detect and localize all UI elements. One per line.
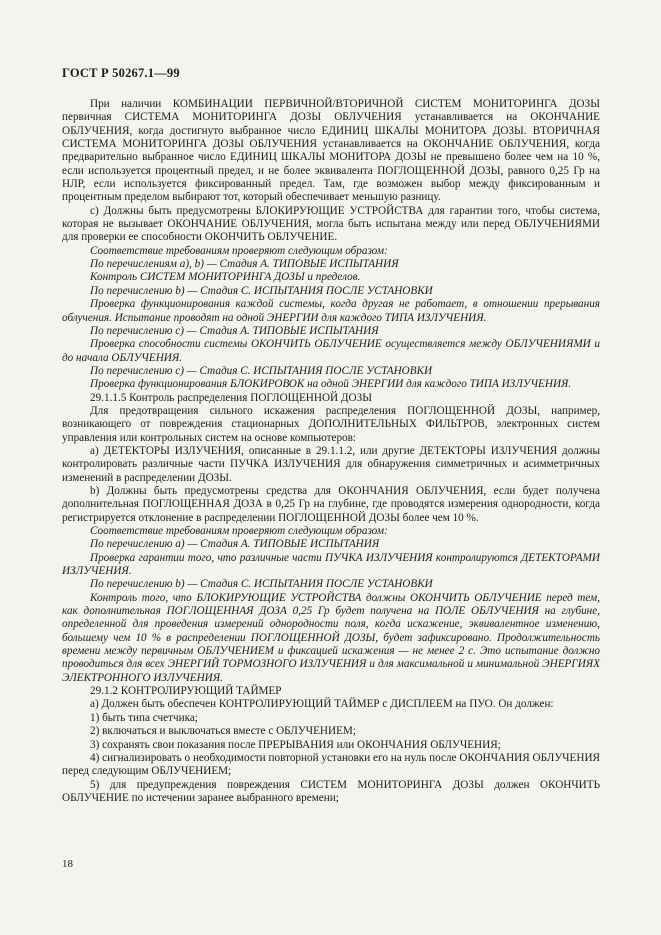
paragraph: 5) для предупреждения повреждения СИСТЕМ МОНИТОРИНГА ДОЗЫ должен ОКОНЧИТЬ ОБЛУЧЕНИЕ по истечении заранее выбранного времени;: [62, 778, 600, 804]
paragraph: По перечислению с) — Стадия А. ТИПОВЫЕ ИСПЫТАНИЯ: [90, 324, 379, 337]
paragraph: Проверка способности системы ОКОНЧИТЬ ОБЛУЧЕНИЕ осуществляется между ОБЛУЧЕНИЯМИ и до начала ОБЛУЧЕНИЯ.: [62, 338, 600, 364]
document-body: [62, 98, 600, 805]
paragraph: Соответствие требованиям проверяют следующим образом:: [90, 525, 388, 537]
paragraph: Соответствие требованиям проверяют следующим образом:: [90, 244, 388, 257]
paragraph: Для предотвращения сильного искажения распределения ПОГЛОЩЕННОЙ ДОЗЫ, например, возникающего от повреждения стационарных ДОПОЛНИТЕЛЬНЫХ ФИЛЬТРОВ, электронных систем управления или контрольных систем на основе компьютеров:: [62, 404, 600, 444]
paragraph: 3) сохранять свои показания после ПРЕРЫВАНИЯ или ОКОНЧАНИЯ ОБЛУЧЕНИЯ;: [90, 738, 501, 751]
paragraph: По перечислению b) — Стадия С. ИСПЫТАНИЯ ПОСЛЕ УСТАНОВКИ: [90, 578, 433, 591]
paragraph: b) Должны быть предусмотрены средства для ОКОНЧАНИЯ ОБЛУЧЕНИЯ, если будет получена дополнительная ПОГЛОЩЕННАЯ ДОЗА в 0,25 Гр на глубине, где проводятся измерения однородности, когда регистрируется отклонение в распределении ПОГЛОЩЕННОЙ ДОЗЫ более чем 10 %.: [62, 484, 600, 524]
paragraph: По перечислениям а), b) — Стадия А. ТИПОВЫЕ ИСПЫТАНИЯ: [90, 258, 399, 271]
paragraph: По перечислению с) — Стадия С. ИСПЫТАНИЯ ПОСЛЕ УСТАНОВКИ: [90, 364, 433, 377]
paragraph: Проверка гарантии того, что различные части ПУЧКА ИЗЛУЧЕНИЯ контролируются ДЕТЕКТОРАМИ ИЗЛУЧЕНИЯ.: [62, 551, 600, 578]
paragraph: По перечислению b) — Стадия С. ИСПЫТАНИЯ ПОСЛЕ УСТАНОВКИ: [90, 284, 433, 297]
paragraph: а) Должен быть обеспечен КОНТРОЛИРУЮЩИЙ ТАЙМЕР с ДИСПЛЕЕМ на ПУО. Он должен:: [90, 698, 554, 711]
paragraph: с) Должны быть предусмотрены БЛОКИРУЮЩИЕ УСТРОЙСТВА для гарантии того, чтобы система, которая не вызывает ОКОНЧАНИЕ ОБЛУЧЕНИЯ, могла быть испытана между или перед ОБЛУЧЕНИЯМИ для проверки ее способности ОКОНЧИТЬ ОБЛУЧЕНИЕ.: [62, 204, 600, 244]
paragraph: Контроль того, что БЛОКИРУЮЩИЕ УСТРОЙСТВА должны ОКОНЧИТЬ ОБЛУЧЕНИЕ перед тем, как дополнительная ПОГЛОЩЕННАЯ ДОЗА 0,25 Гр будет получена на ПОЛЕ ОБЛУЧЕНИЯ на глубине, определенной для проведения измерений однородности поля, когда искажение, эквивалентное изменению, большему чем 10 % в распределении ПОГЛОЩЕННОЙ ДОЗЫ, будет зафиксировано. Продолжительность времени между первичным ОБЛУЧЕНИЕМ и фиксацией искажения — не менее 2 с. Это испытание должно проводиться для всех ЭНЕРГИЙ ТОРМОЗНОГО ИЗЛУЧЕНИЯ и для максимальной и минимальной ЭНЕРГИЯХ ЭЛЕКТРОННОГО ИЗЛУЧЕНИЯ.: [62, 591, 600, 684]
paragraph: По перечислению а) — Стадия А. ТИПОВЫЕ ИСПЫТАНИЯ: [90, 538, 380, 551]
paragraph: Контроль СИСТЕМ МОНИТОРИНГА ДОЗЫ и пределов.: [90, 271, 361, 284]
paragraph: а) ДЕТЕКТОРЫ ИЗЛУЧЕНИЯ, описанные в 29.1.1.2, или другие ДЕТЕКТОРЫ ИЗЛУЧЕНИЯ должны контролировать различные части ПУЧКА ИЗЛУЧЕНИЯ для обнаружения симметричных и асимметричных изменений в распределении ДОЗЫ.: [62, 444, 600, 484]
paragraph: Проверка функционирования БЛОКИРОВОК на одной ЭНЕРГИИ для каждого ТИПА ИЗЛУЧЕНИЯ.: [90, 378, 572, 391]
paragraph: 1) быть типа счетчика;: [90, 711, 198, 724]
document-id-header: ГОСТ Р 50267.1—99: [62, 66, 180, 80]
paragraph: 4) сигнализировать о необходимости повторной установки его на нуль после ОКОНЧАНИЯ ОБЛУЧЕНИЯ перед следующим ОБЛУЧЕНИЕМ;: [62, 751, 600, 778]
paragraph: 29.1.1.5 Контроль распределения ПОГЛОЩЕННОЙ ДОЗЫ: [90, 391, 372, 404]
paragraph: 29.1.2 КОНТРОЛИРУЮЩИЙ ТАЙМЕР: [90, 685, 282, 698]
paragraph: 2) включаться и выключаться вместе с ОБЛУЧЕНИЕМ;: [90, 725, 356, 738]
paragraph: При наличии КОМБИНАЦИИ ПЕРВИЧНОЙ/ВТОРИЧНОЙ СИСТЕМ МОНИТОРИНГА ДОЗЫ первичная СИСТЕМА МОНИТОРИНГА ДОЗЫ ОБЛУЧЕНИЯ устанавливается на ОКОНЧАНИЕ ОБЛУЧЕНИЯ, когда достигнуто выбранное число ЕДИНИЦ ШКАЛЫ МОНИТОРА ДОЗЫ. ВТОРИЧНАЯ СИСТЕМА МОНИТОРИНГА ДОЗЫ ОБЛУЧЕНИЯ устанавливается на ОКОНЧАНИЕ ОБЛУЧЕНИЯ, когда предварительно выбранное число ЕДИНИЦ ШКАЛЫ МОНИТОРА ДОЗЫ не превышено более чем на 10 %, если используется процентный предел, и не более эквивалента ПОГЛОЩЕННОЙ ДОЗЫ, равного 0,25 Гр на НЛР, если используется фиксированный предел. Там, где возможен выбор между фиксированным и процентным пределом выбирают тот, который обеспечивает меньшую разницу.: [62, 98, 600, 204]
paragraph: Проверка функционирования каждой системы, когда другая не работает, в отношении прерывания облучения. Испытание проводят на одной ЭНЕРГИИ для каждого ТИПА ИЗЛУЧЕНИЯ.: [62, 298, 600, 324]
page-number: 18: [62, 858, 73, 870]
